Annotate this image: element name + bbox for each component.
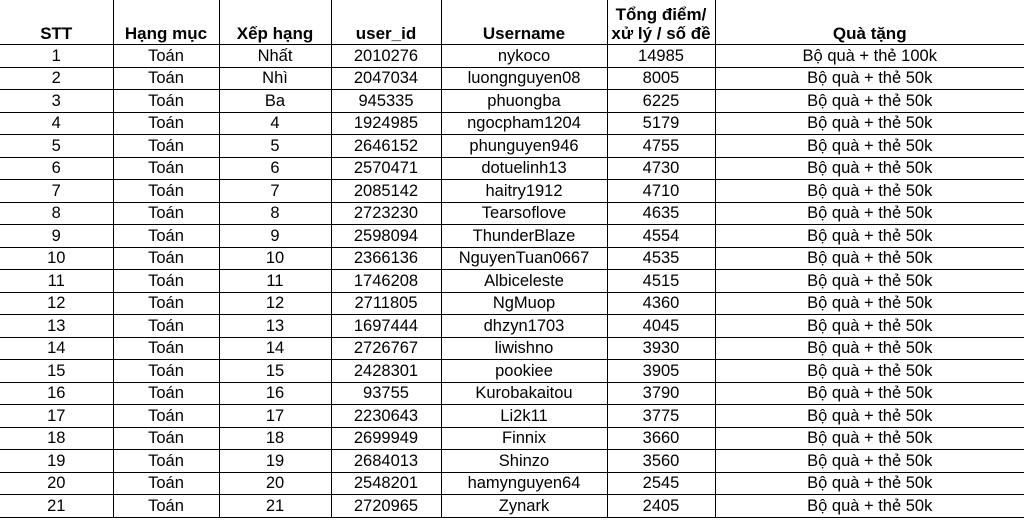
table-row	[0, 225, 1024, 248]
cell-category: Toán	[113, 90, 219, 113]
table-row	[0, 315, 1024, 338]
table-header	[0, 0, 1024, 45]
table-row	[0, 292, 1024, 315]
header-category: Hạng mục	[113, 0, 219, 45]
table-row	[0, 472, 1024, 495]
cell-prize: Bộ quà + thẻ 50k	[715, 67, 1024, 90]
cell-score: 4535	[607, 247, 715, 270]
table-row	[0, 360, 1024, 383]
cell-rank: Nhì	[219, 67, 331, 90]
cell-stt: 1	[0, 45, 113, 68]
table-row	[0, 337, 1024, 360]
table-row	[0, 270, 1024, 293]
header-score-line2: xử lý / số đề	[611, 24, 711, 43]
cell-prize: Bộ quà + thẻ 50k	[715, 315, 1024, 338]
table-row	[0, 67, 1024, 90]
table-row	[0, 495, 1024, 518]
header-rank: Xếp hạng	[219, 0, 331, 45]
cell-category: Toán	[113, 112, 219, 135]
cell-score: 4635	[607, 202, 715, 225]
cell-category: Toán	[113, 472, 219, 495]
cell-score: 4710	[607, 180, 715, 203]
cell-score: 5179	[607, 112, 715, 135]
cell-prize: Bộ quà + thẻ 50k	[715, 90, 1024, 113]
cell-prize: Bộ quà + thẻ 50k	[715, 225, 1024, 248]
cell-user-id: 2646152	[331, 135, 441, 158]
cell-category: Toán	[113, 247, 219, 270]
cell-rank: 5	[219, 135, 331, 158]
cell-username: ThunderBlaze	[441, 225, 607, 248]
cell-category: Toán	[113, 405, 219, 428]
cell-stt: 11	[0, 270, 113, 293]
cell-prize: Bộ quà + thẻ 50k	[715, 405, 1024, 428]
cell-user-id: 2598094	[331, 225, 441, 248]
cell-score: 6225	[607, 90, 715, 113]
cell-stt: 6	[0, 157, 113, 180]
cell-user-id: 1697444	[331, 315, 441, 338]
cell-rank: 17	[219, 405, 331, 428]
cell-username: luongnguyen08	[441, 67, 607, 90]
cell-category: Toán	[113, 45, 219, 68]
cell-username: nykoco	[441, 45, 607, 68]
cell-rank: Ba	[219, 90, 331, 113]
cell-user-id: 1746208	[331, 270, 441, 293]
cell-category: Toán	[113, 337, 219, 360]
cell-category: Toán	[113, 360, 219, 383]
table-row	[0, 247, 1024, 270]
cell-score: 4360	[607, 292, 715, 315]
table-row	[0, 427, 1024, 450]
cell-username: pookiee	[441, 360, 607, 383]
cell-username: Finnix	[441, 427, 607, 450]
cell-user-id: 2010276	[331, 45, 441, 68]
cell-score: 2545	[607, 472, 715, 495]
cell-prize: Bộ quà + thẻ 50k	[715, 450, 1024, 473]
cell-rank: 13	[219, 315, 331, 338]
header-row	[0, 0, 1024, 45]
cell-rank: Nhất	[219, 45, 331, 68]
cell-score: 4045	[607, 315, 715, 338]
cell-user-id: 2047034	[331, 67, 441, 90]
cell-category: Toán	[113, 427, 219, 450]
cell-stt: 2	[0, 67, 113, 90]
cell-username: NgMuop	[441, 292, 607, 315]
table-row	[0, 180, 1024, 203]
cell-score: 8005	[607, 67, 715, 90]
cell-prize: Bộ quà + thẻ 100k	[715, 45, 1024, 68]
cell-score: 4515	[607, 270, 715, 293]
cell-category: Toán	[113, 135, 219, 158]
cell-rank: 14	[219, 337, 331, 360]
cell-rank: 9	[219, 225, 331, 248]
cell-user-id: 93755	[331, 382, 441, 405]
cell-stt: 4	[0, 112, 113, 135]
cell-score: 3930	[607, 337, 715, 360]
cell-user-id: 2684013	[331, 450, 441, 473]
cell-rank: 7	[219, 180, 331, 203]
cell-username: phuongba	[441, 90, 607, 113]
table-body	[0, 45, 1024, 518]
cell-score: 3560	[607, 450, 715, 473]
cell-rank: 16	[219, 382, 331, 405]
cell-stt: 16	[0, 382, 113, 405]
table-row	[0, 405, 1024, 428]
cell-stt: 3	[0, 90, 113, 113]
cell-username: dotuelinh13	[441, 157, 607, 180]
cell-category: Toán	[113, 315, 219, 338]
cell-stt: 14	[0, 337, 113, 360]
cell-rank: 19	[219, 450, 331, 473]
cell-stt: 7	[0, 180, 113, 203]
cell-score: 3660	[607, 427, 715, 450]
table-row	[0, 45, 1024, 68]
cell-category: Toán	[113, 67, 219, 90]
cell-user-id: 2085142	[331, 180, 441, 203]
cell-user-id: 2699949	[331, 427, 441, 450]
cell-prize: Bộ quà + thẻ 50k	[715, 112, 1024, 135]
cell-score: 14985	[607, 45, 715, 68]
cell-user-id: 2230643	[331, 405, 441, 428]
cell-stt: 21	[0, 495, 113, 518]
cell-category: Toán	[113, 270, 219, 293]
table-row	[0, 90, 1024, 113]
cell-user-id: 2428301	[331, 360, 441, 383]
cell-user-id: 2723230	[331, 202, 441, 225]
cell-rank: 11	[219, 270, 331, 293]
cell-prize: Bộ quà + thẻ 50k	[715, 495, 1024, 518]
cell-stt: 18	[0, 427, 113, 450]
cell-username: Tearsoflove	[441, 202, 607, 225]
cell-prize: Bộ quà + thẻ 50k	[715, 157, 1024, 180]
cell-prize: Bộ quà + thẻ 50k	[715, 202, 1024, 225]
cell-prize: Bộ quà + thẻ 50k	[715, 427, 1024, 450]
cell-category: Toán	[113, 495, 219, 518]
cell-score: 3775	[607, 405, 715, 428]
cell-score: 4554	[607, 225, 715, 248]
header-score-line1: Tổng điểm/	[615, 5, 707, 24]
header-username: Username	[441, 0, 607, 45]
cell-user-id: 2726767	[331, 337, 441, 360]
header-user-id: user_id	[331, 0, 441, 45]
cell-category: Toán	[113, 292, 219, 315]
cell-prize: Bộ quà + thẻ 50k	[715, 382, 1024, 405]
cell-username: dhzyn1703	[441, 315, 607, 338]
cell-score: 2405	[607, 495, 715, 518]
cell-category: Toán	[113, 202, 219, 225]
cell-prize: Bộ quà + thẻ 50k	[715, 135, 1024, 158]
cell-rank: 15	[219, 360, 331, 383]
cell-username: phunguyen946	[441, 135, 607, 158]
cell-user-id: 1924985	[331, 112, 441, 135]
cell-prize: Bộ quà + thẻ 50k	[715, 360, 1024, 383]
cell-stt: 8	[0, 202, 113, 225]
table-row	[0, 135, 1024, 158]
cell-rank: 12	[219, 292, 331, 315]
cell-score: 3790	[607, 382, 715, 405]
table-row	[0, 450, 1024, 473]
cell-rank: 6	[219, 157, 331, 180]
table-row	[0, 202, 1024, 225]
cell-prize: Bộ quà + thẻ 50k	[715, 180, 1024, 203]
cell-username: Shinzo	[441, 450, 607, 473]
cell-prize: Bộ quà + thẻ 50k	[715, 472, 1024, 495]
cell-rank: 10	[219, 247, 331, 270]
cell-prize: Bộ quà + thẻ 50k	[715, 270, 1024, 293]
cell-rank: 18	[219, 427, 331, 450]
cell-prize: Bộ quà + thẻ 50k	[715, 292, 1024, 315]
cell-stt: 13	[0, 315, 113, 338]
table-row	[0, 157, 1024, 180]
cell-rank: 4	[219, 112, 331, 135]
cell-stt: 19	[0, 450, 113, 473]
cell-user-id: 2711805	[331, 292, 441, 315]
cell-score: 4730	[607, 157, 715, 180]
cell-username: Kurobakaitou	[441, 382, 607, 405]
cell-stt: 17	[0, 405, 113, 428]
header-stt: STT	[0, 0, 113, 45]
cell-username: haitry1912	[441, 180, 607, 203]
cell-stt: 5	[0, 135, 113, 158]
cell-stt: 10	[0, 247, 113, 270]
header-prize: Quà tặng	[715, 0, 1024, 45]
cell-username: liwishno	[441, 337, 607, 360]
cell-rank: 21	[219, 495, 331, 518]
cell-username: Li2k11	[441, 405, 607, 428]
cell-rank: 20	[219, 472, 331, 495]
table-row	[0, 112, 1024, 135]
cell-username: NguyenTuan0667	[441, 247, 607, 270]
cell-user-id: 2570471	[331, 157, 441, 180]
cell-stt: 9	[0, 225, 113, 248]
cell-stt: 20	[0, 472, 113, 495]
table-row	[0, 382, 1024, 405]
cell-category: Toán	[113, 157, 219, 180]
cell-category: Toán	[113, 382, 219, 405]
cell-username: hamynguyen64	[441, 472, 607, 495]
cell-prize: Bộ quà + thẻ 50k	[715, 247, 1024, 270]
cell-rank: 8	[219, 202, 331, 225]
cell-user-id: 2548201	[331, 472, 441, 495]
cell-score: 4755	[607, 135, 715, 158]
cell-user-id: 2720965	[331, 495, 441, 518]
cell-score: 3905	[607, 360, 715, 383]
cell-category: Toán	[113, 450, 219, 473]
cell-user-id: 2366136	[331, 247, 441, 270]
header-score	[607, 0, 715, 45]
cell-prize: Bộ quà + thẻ 50k	[715, 337, 1024, 360]
cell-username: Albiceleste	[441, 270, 607, 293]
cell-username: Zynark	[441, 495, 607, 518]
cell-user-id: 945335	[331, 90, 441, 113]
cell-username: ngocpham1204	[441, 112, 607, 135]
cell-stt: 15	[0, 360, 113, 383]
cell-category: Toán	[113, 180, 219, 203]
cell-category: Toán	[113, 225, 219, 248]
cell-stt: 12	[0, 292, 113, 315]
